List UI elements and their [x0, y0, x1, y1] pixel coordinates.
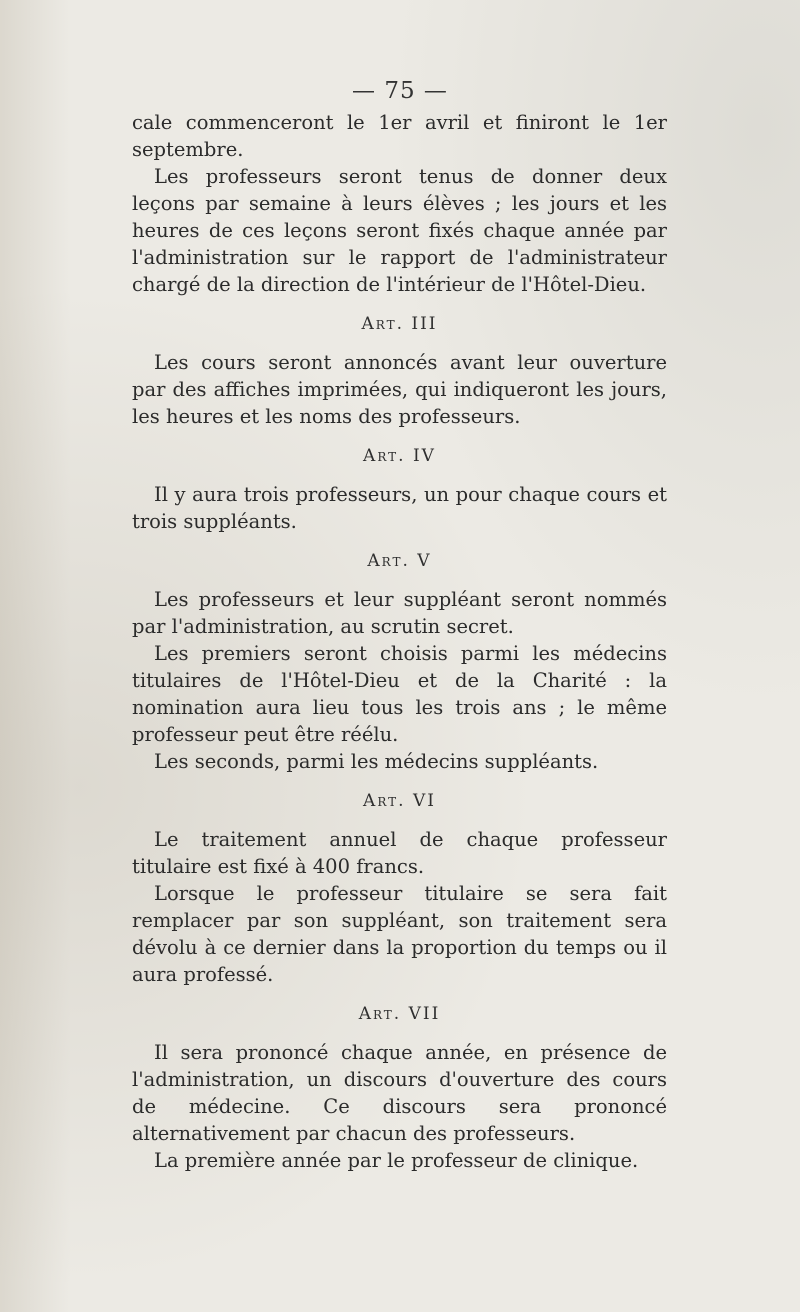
- article-heading-3: Art. III: [361, 314, 438, 334]
- intro-paragraph: Les professeurs seront tenus de donner deux leçons par semaine à leurs élèves ; les jours et les heures de ces leçons seront fixés chaque année par l'administration sur le rapport de l'administrateur chargé de la direction de l'intérieur de l'Hôtel-Dieu.: [132, 165, 667, 296]
- article-5-paragraph-1: Les professeurs et leur suppléant seront nommés par l'administration, au scrutin secret.: [132, 588, 667, 638]
- article-5-paragraph-2: Les premiers seront choisis parmi les médecins titulaires de l'Hôtel-Dieu et de la Charité : la nomination aura lieu tous les trois ans ; le même professeur peut être réélu.: [132, 642, 667, 746]
- intro-line-1: cale commenceront le 1er avril et finiront le 1er septembre.: [132, 111, 667, 161]
- article-heading-5: Art. V: [367, 551, 432, 571]
- article-6-paragraph-1: Le traitement annuel de chaque professeur titulaire est fixé à 400 francs.: [132, 828, 667, 878]
- body-text: [132, 109, 667, 1174]
- article-7-paragraph-1: Il sera prononcé chaque année, en présence de l'administration, un discours d'ouverture des cours de médecine. Ce discours sera prononcé alternativement par chacun des professeurs.: [132, 1041, 667, 1145]
- article-3-paragraph-1: Les cours seront annoncés avant leur ouverture par des affiches imprimées, qui indiqueront les jours, les heures et les noms des professeurs.: [132, 351, 667, 428]
- article-heading-4: Art. IV: [363, 446, 436, 466]
- article-heading-7: Art. VII: [358, 1004, 441, 1024]
- article-7-paragraph-2: La première année par le professeur de clinique.: [154, 1149, 639, 1172]
- article-5-paragraph-3: Les seconds, parmi les médecins suppléants.: [154, 750, 599, 773]
- article-4-paragraph-1: Il y aura trois professeurs, un pour chaque cours et trois suppléants.: [132, 483, 667, 533]
- article-6-paragraph-2: Lorsque le professeur titulaire se sera fait remplacer par son suppléant, son traitement sera dévolu à ce dernier dans la proportion du temps ou il aura professé.: [132, 882, 667, 986]
- page-number: — 75 —: [352, 78, 448, 104]
- article-heading-6: Art. VI: [363, 791, 436, 811]
